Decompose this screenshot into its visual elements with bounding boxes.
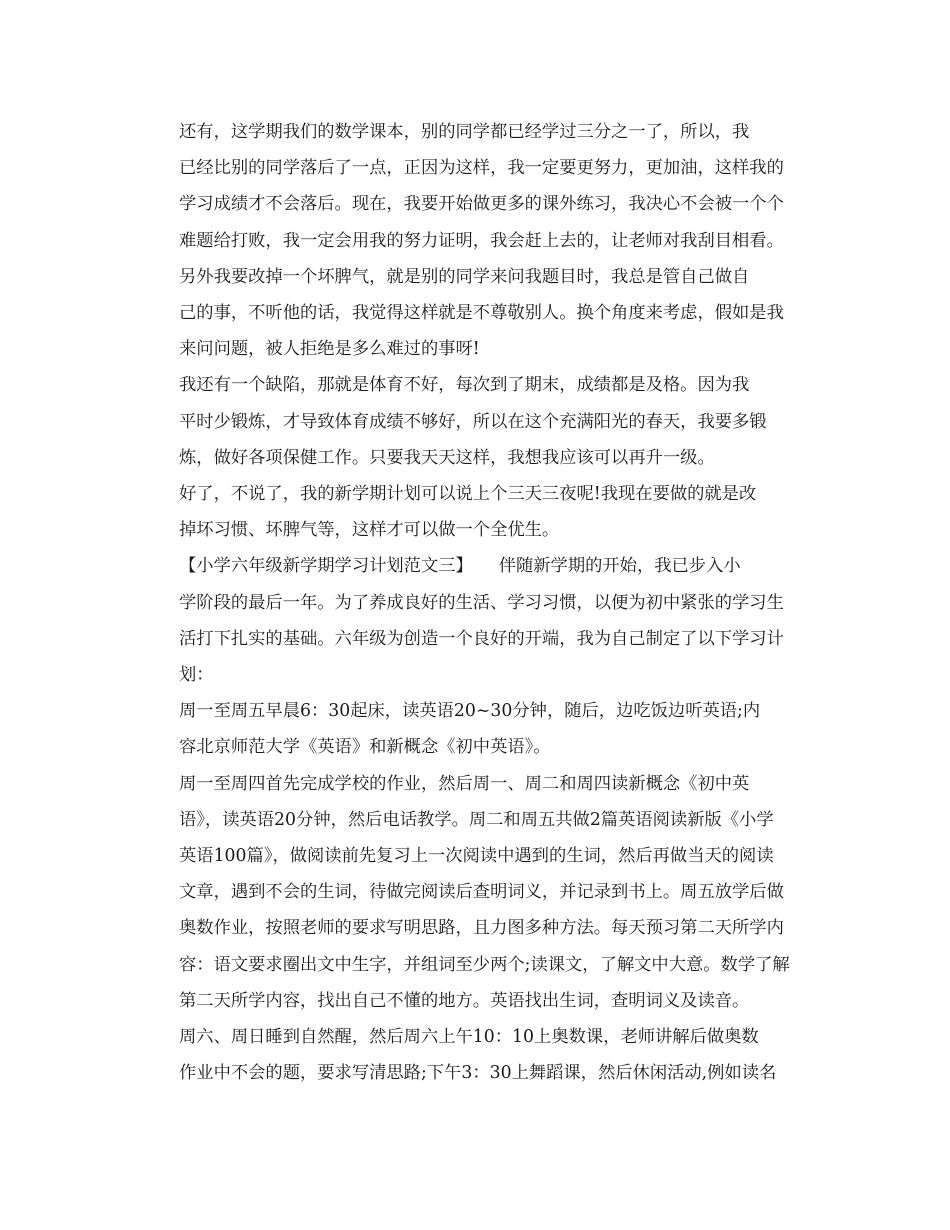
text-line: 还有，这学期我们的数学课本，别的同学都已经学过三分之一了，所以，我 [179, 122, 750, 142]
paragraph-study-math [144, 114, 804, 259]
text-line: 己的事，不听他的话，我觉得这样就是不尊敬别人。换个角度来考虑，假如是我 [179, 303, 784, 324]
document-page [144, 114, 804, 1091]
paragraph-weekday-morning [144, 693, 804, 765]
paragraph-weekday-homework [144, 766, 804, 1019]
text-line: 周一至周五早晨6：30起床，读英语20~30分钟，随后，边吃饭边听英语;内 [179, 701, 761, 722]
text-line: 来问问题，被人拒绝是多么难过的事呀! [179, 339, 480, 360]
text-line: 平时少锻炼，才导致体育成绩不够好，所以在这个充满阳光的春天，我要多锻 [179, 411, 767, 432]
paragraph-sample-three-heading [144, 548, 804, 693]
text-line: 作业中不会的题，要求写清思路;下午3：30上舞蹈课，然后休闲活动,例如读名 [179, 1063, 777, 1084]
text-line: 学习成绩才不会落后。现在，我要开始做更多的课外练习，我决心不会被一个个 [179, 194, 784, 215]
text-line: 第二天所学内容，找出自己不懂的地方。英语找出生词，查明词义及读音。 [179, 990, 750, 1011]
paragraph-conclusion [144, 476, 804, 548]
text-line: 掉坏习惯、坏脾气等，这样才可以做一个全优生。 [179, 520, 560, 541]
paragraph-weekend [144, 1019, 804, 1091]
text-line: 学阶段的最后一年。为了养成良好的生活、学习习惯，以便为初中紧张的学习生 [179, 592, 784, 613]
paragraph-sports [144, 367, 804, 476]
text-line: 文章，遇到不会的生词，待做完阅读后查明词义，并记录到书上。周五放学后做 [179, 882, 784, 903]
text-line: 【小学六年级新学期学习计划范文三】 伴随新学期的开始，我已步入小 [179, 556, 741, 577]
paragraph-bad-temper [144, 259, 804, 368]
text-line: 好了，不说了，我的新学期计划可以说上个三天三夜呢!我现在要做的就是改 [179, 484, 757, 505]
text-line: 英语100篇》，做阅读前先复习上一次阅读中遇到的生词，然后再做当天的阅读 [179, 846, 774, 867]
text-line: 活打下扎实的基础。六年级为创造一个良好的开端，我为自己制定了以下学习计 [179, 628, 784, 649]
text-line: 容：语文要求圈出文中生字，并组词至少两个;读课文，了解文中大意。数学了解 [179, 954, 790, 975]
text-line: 另外我要改掉一个坏脾气，就是别的同学来问我题目时，我总是管自己做自 [179, 266, 750, 287]
text-line: 炼，做好各项保健工作。只要我天天这样，我想我应该可以再升一级。 [179, 447, 715, 468]
text-line: 已经比别的同学落后了一点，正因为这样，我一定要更努力，更加油，这样我的 [179, 158, 784, 179]
text-line: 奥数作业，按照老师的要求写明思路，且力图多种方法。每天预习第二天所学内 [179, 918, 784, 939]
text-line: 划： [179, 665, 214, 686]
text-line: 难题给打败，我一定会用我的努力证明，我会赶上去的，让老师对我刮目相看。 [179, 230, 784, 251]
text-line: 语》，读英语20分钟，然后电话教学。周二和周五共做2篇英语阅读新版《小学 [179, 809, 774, 830]
text-line: 周一至周四首先完成学校的作业，然后周一、周二和周四读新概念《初中英 [179, 773, 750, 794]
text-line: 周六、周日睡到自然醒，然后周六上午10：10上奥数课，老师讲解后做奥数 [179, 1027, 759, 1048]
text-line: 容北京师范大学《英语》和新概念《初中英语》。 [179, 737, 551, 758]
text-line: 我还有一个缺陷，那就是体育不好，每次到了期末，成绩都是及格。因为我 [179, 375, 750, 396]
